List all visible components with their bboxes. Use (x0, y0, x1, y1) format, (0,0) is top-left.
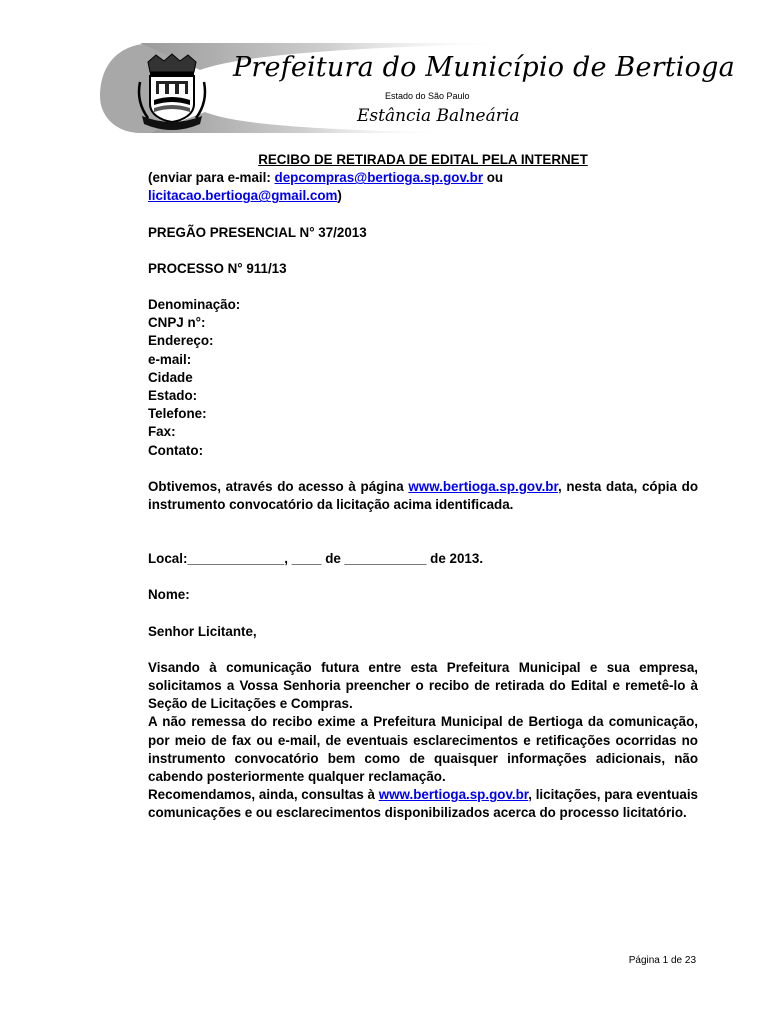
site-link-2[interactable]: www.bertioga.sp.gov.br (378, 787, 529, 803)
document-title: RECIBO DE RETIRADA DE EDITAL PELA INTERNET (258, 152, 588, 167)
field-denominacao: Denominação: (148, 297, 241, 313)
letterhead (0, 0, 770, 140)
document-body (148, 151, 698, 823)
field-fax: Fax: (148, 424, 176, 440)
obtivemos-prefix: Obtivemos, através do acesso à página (148, 478, 409, 494)
page-number: Página 1 de 23 (628, 955, 696, 966)
email-link-depcompras[interactable]: depcompras@bertioga.sp.gov.br (274, 170, 484, 186)
send-suffix: ) (337, 188, 342, 204)
greeting: Senhor Licitante, (148, 623, 257, 639)
recomendamos-prefix: Recomendamos, ainda, consultas à (148, 787, 379, 803)
send-instruction (148, 169, 698, 205)
processo-number: PROCESSO N° 911/13 (148, 260, 287, 276)
field-cnpj: CNPJ n°: (148, 315, 206, 331)
send-prefix: (enviar para e-mail: (148, 170, 275, 186)
recomendamos-suffix: , licitações, para eventuais comunicações e ou esclarecimentos disponibilizados acerca do processo licitatório. (148, 787, 698, 821)
paragraph-visando: Visando à comunicação futura entre esta Prefeitura Municipal e sua empresa, solicitamos a Vossa Senhoria preencher o recibo de retirada do Edital e remetê-lo à Seção de Licitações e Compras. (148, 659, 698, 712)
field-estado: Estado: (148, 388, 198, 404)
paragraph-nao-remessa: A não remessa do recibo exime a Prefeitura Municipal de Bertioga da comunicação, por meio de fax ou e-mail, de eventuais esclarecimentos e retificações ocorridas no instrumento convocatório bem como de quaisquer informações adicionais, não cabendo posteriormente qualquer reclamação. (148, 714, 698, 785)
letterhead-state: Estado do São Paulo (385, 91, 470, 101)
site-link[interactable]: www.bertioga.sp.gov.br (408, 478, 558, 494)
field-endereco: Endereço: (148, 333, 214, 349)
field-telefone: Telefone: (148, 406, 207, 422)
field-contato: Contato: (148, 442, 204, 458)
local-date-line: Local:_____________, ____ de ___________ de 2013. (148, 551, 484, 567)
nome-field: Nome: (148, 587, 190, 603)
email-link-licitacao[interactable]: licitacao.bertioga@gmail.com (148, 188, 338, 204)
send-or: ou (483, 170, 504, 186)
field-email: e-mail: (148, 351, 192, 367)
paragraph-recomendamos (148, 786, 698, 822)
obtivemos-paragraph (148, 478, 698, 514)
obtivemos-suffix: , nesta data, cópia do instrumento convocatório da licitação acima identificada. (148, 478, 699, 513)
letterhead-motto: Estância Balneária (357, 106, 520, 126)
pregao-number: PREGÃO PRESENCIAL N° 37/2013 (148, 224, 367, 240)
letterhead-title: Prefeitura do Município de Bertioga (233, 52, 735, 83)
field-cidade: Cidade (148, 369, 193, 385)
